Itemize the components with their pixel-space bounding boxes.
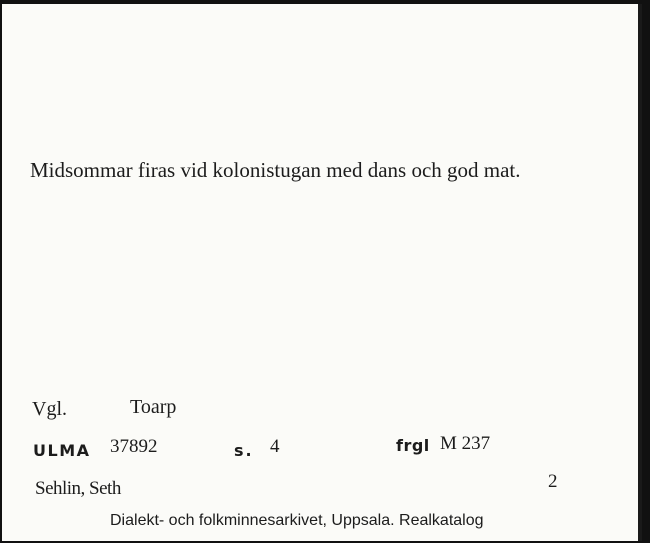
- province-abbreviation: Vgl.: [32, 398, 67, 420]
- card-description: Midsommar firas vid kolonistugan med dans och god mat.: [30, 158, 521, 182]
- ulma-number: 37892: [110, 436, 158, 457]
- archive-footer: Dialekt- och folkminnesarkivet, Uppsala. Realkatalog: [110, 512, 484, 529]
- frgl-value: M 237: [440, 433, 491, 454]
- place-name: Toarp: [130, 396, 177, 418]
- card-number: 2: [548, 471, 558, 492]
- frgl-label: frgl: [396, 436, 430, 455]
- catalog-card: [2, 4, 642, 541]
- author-name: Sehlin, Seth: [35, 478, 121, 499]
- page-number: 4: [270, 436, 280, 457]
- page-label: s.: [234, 441, 254, 460]
- ulma-label: ULMA: [33, 441, 91, 460]
